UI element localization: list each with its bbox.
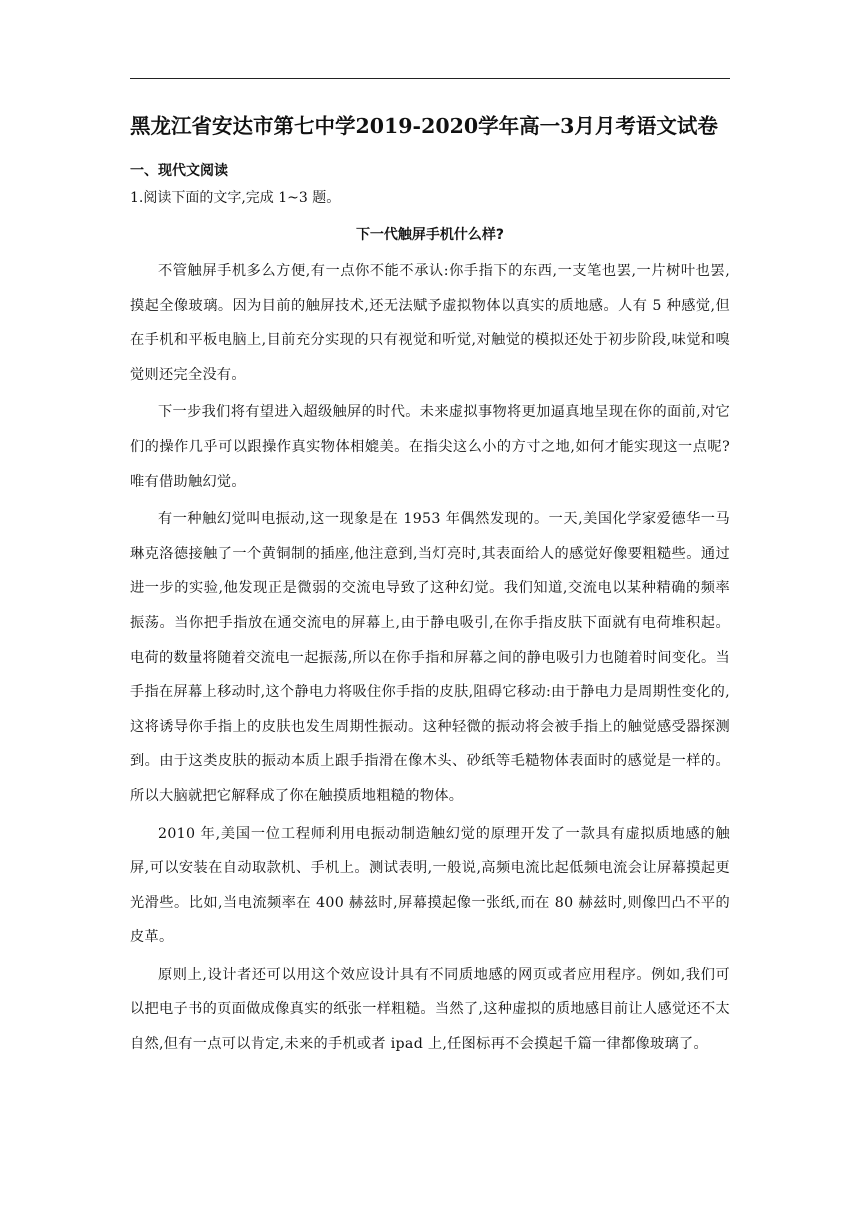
article-paragraph: 原则上,设计者还可以用这个效应设计具有不同质地感的网页或者应用程序。例如,我们可以把电子书的页面做成像真实的纸张一样粗糙。当然了,这种虚拟的质地感目前让人感觉还不太自然,但有一点可以肯定,未来的手机或者 ipad 上,任图标再不会摸起千篇一律都像玻璃了。 [130,966,730,1053]
article-paragraph: 有一种触幻觉叫电振动,这一现象是在 1953 年偶然发现的。一天,美国化学家爱德华一马琳克洛德接触了一个黄铜制的插座,他注意到,当灯亮时,其表面给人的感觉好像要粗糙些。通过进一步的实验,他发现正是微弱的交流电导致了这种幻觉。我们知道,交流电以某种精确的频率振荡。当你把手指放在通交流电的屏幕上,由于静电吸引,在你手指皮肤下面就有电荷堆积起。电荷的数量将随着交流电一起振荡,所以在你手指和屏幕之间的静电吸引力也随着时间变化。当手指在屏幕上移动时,这个静电力将吸住你手指的皮肤,阻碍它移动:由于静电力是周期性变化的,这将诱导你手指上的皮肤也发生周期性振动。这种轻微的振动将会被手指上的触觉感受器探测到。由于这类皮肤的振动本质上跟手指滑在像木头、砂纸等毛糙物体表面时的感觉是一样的。所以大脑就把它解释成了你在触摸质地粗糙的物体。 [130,511,730,804]
article-paragraph: 下一步我们将有望进入超级触屏的时代。未来虚拟事物将更加逼真地呈现在你的面前,对它们的操作几乎可以跟操作真实物体相媲美。在指尖这么小的方寸之地,如何才能实现这一点呢?唯有借助触幻觉。 [130,404,730,490]
article-body [130,254,730,1065]
section-heading: 一、现代文阅读 [130,163,228,179]
article-title: 下一代触屏手机什么样? [355,227,505,243]
article-paragraph: 不管触屏手机多么方便,有一点你不能不承认:你手指下的东西,一支笔也罢,一片树叶也罢,摸起全像玻璃。因为目前的触屏技术,还无法赋予虚拟物体以真实的质地感。人有 5 种感觉,但在手机和平板电脑上,目前充分实现的只有视觉和听觉,对触觉的模拟还处于初步阶段,味觉和嗅觉则还完全没有。 [130,263,730,383]
article-paragraph: 2010 年,美国一位工程师利用电振动制造触幻觉的原理开发了一款具有虚拟质地感的触屏,可以安装在自动取款机、手机上。测试表明,一般说,高频电流比起低频电流会让屏幕摸起更光滑些。比如,当电流频率在 400 赫兹时,屏幕摸起像一张纸,而在 80 赫兹时,则像凹凸不平的皮革。 [130,825,730,946]
document-title: 黑龙江省安达市第七中学2019-2020学年高一3月月考语文试卷 [130,114,718,138]
question-stem: 1.阅读下面的文字,完成 1~3 题。 [130,190,341,206]
header-rule [130,78,730,79]
